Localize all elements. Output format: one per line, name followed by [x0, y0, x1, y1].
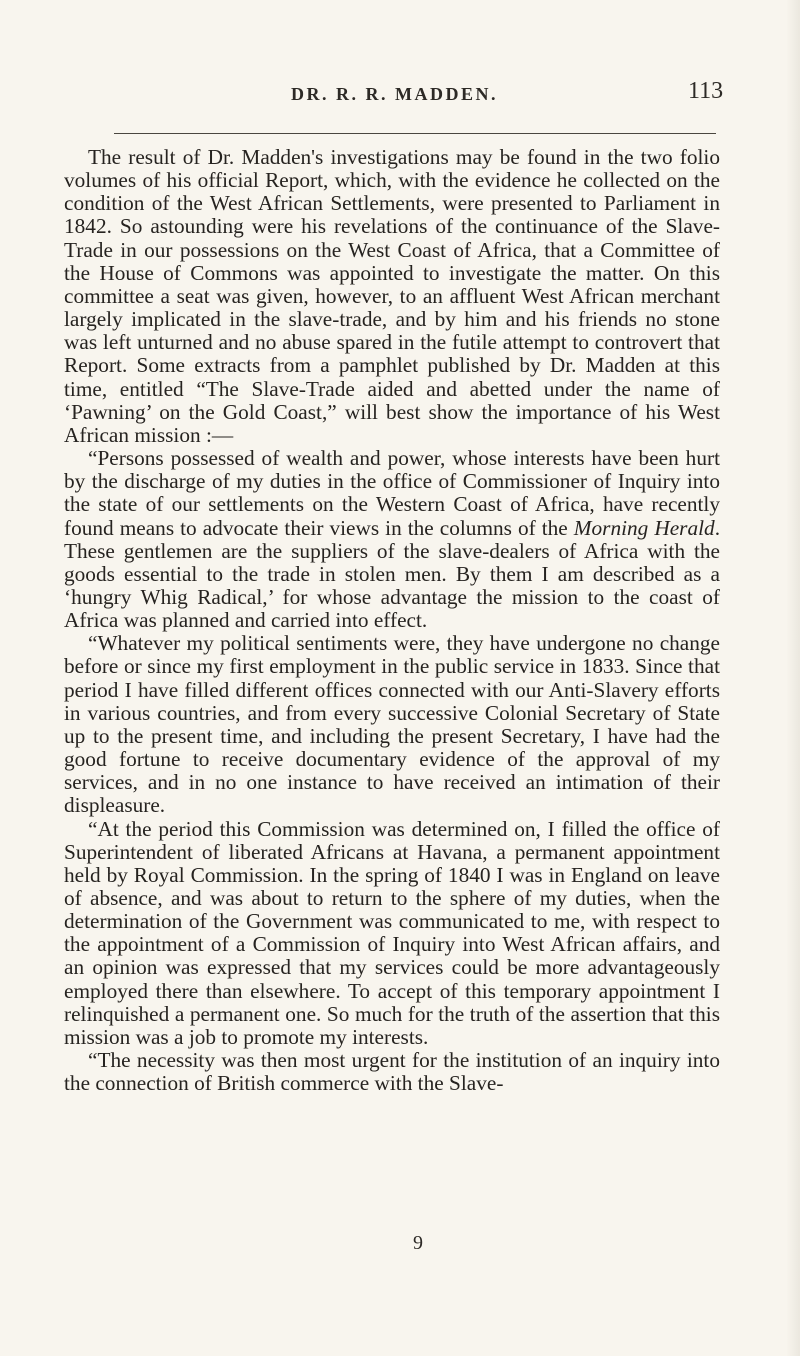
paragraph-5: “The necessity was then most urgent for the institution of an inquiry into the connection of British commerce with the Slave- — [64, 1048, 720, 1096]
paragraph-1: The result of Dr. Madden's investigations may be found in the two folio volumes of his official Report, which, with the evidence he collected on the condition of the West African Settlements, were presented to Parliament in 1842. So astounding were his revelations of the continuance of the Slave-Trade in our possessions on the West Coast of Africa, that a Committee of the House of Commons was appointed to investigate the matter. On this committee a seat was given, however, to an affluent West African merchant largely implicated in the slave-trade, and by him and his friends no stone was left unturned and no abuse spared in the futile attempt to controvert that Report. Some extracts from a pamphlet published by Dr. Madden at this time, entitled “The Slave-Trade aided and abetted under the name of ‘Pawning’ on the Gold Coast,” will best show the importance of his West African mission :— — [64, 145, 720, 447]
header-rule — [114, 133, 716, 134]
newspaper-title: Morning Herald — [573, 515, 715, 540]
page-edge-shadow — [786, 0, 800, 1356]
paragraph-3: “Whatever my political sentiments were, they have undergone no change before or since my first employment in the public service in 1833. Since that period I have filled different offices connected with our Anti-Slavery efforts in various countries, and from every successive Colonial Secretary of State up to the present time, and including the present Secretary, I have had the good fortune to receive documentary evidence of the approval of my services, and in no one instance to have received an intimation of their displeasure. — [64, 631, 720, 818]
page-number: 113 — [688, 78, 724, 104]
paragraph-2-start: “Persons possessed of wealth and power, whose interests have been hurt by the discharge of my duties in the office of Commissioner of Inquiry into the state of our settlements on the Western Coast of Africa, have recently found means to advocate their views in the columns of the — [64, 446, 720, 540]
running-head — [0, 78, 800, 112]
paragraph-2-end: . These gentlemen are the suppliers of the slave-dealers of Africa with the goods essential to the trade in stolen men. By them I am described as a ‘hungry Whig Radical,’ for whose advantage the mission to the coast of Africa was planned and carried into effect. — [64, 515, 721, 633]
body-text — [64, 146, 720, 1095]
paragraph-2 — [64, 447, 720, 632]
signature-mark: 9 — [413, 1232, 423, 1254]
paragraph-4: “At the period this Commission was determined on, I filled the office of Superintendent of liberated Africans at Havana, a permanent appointment held by Royal Commission. In the spring of 1840 I was in England on leave of absence, and was about to return to the sphere of my duties, when the determination of the Government was communicated to me, with respect to the appointment of a Commission of Inquiry into West African affairs, and an opinion was expressed that my services could be more advantageously employed there than elsewhere. To accept of this temporary appointment I relinquished a permanent one. So much for the truth of the assertion that this mission was a job to promote my interests. — [64, 816, 720, 1049]
running-title: DR. R. R. MADDEN. — [291, 84, 498, 104]
